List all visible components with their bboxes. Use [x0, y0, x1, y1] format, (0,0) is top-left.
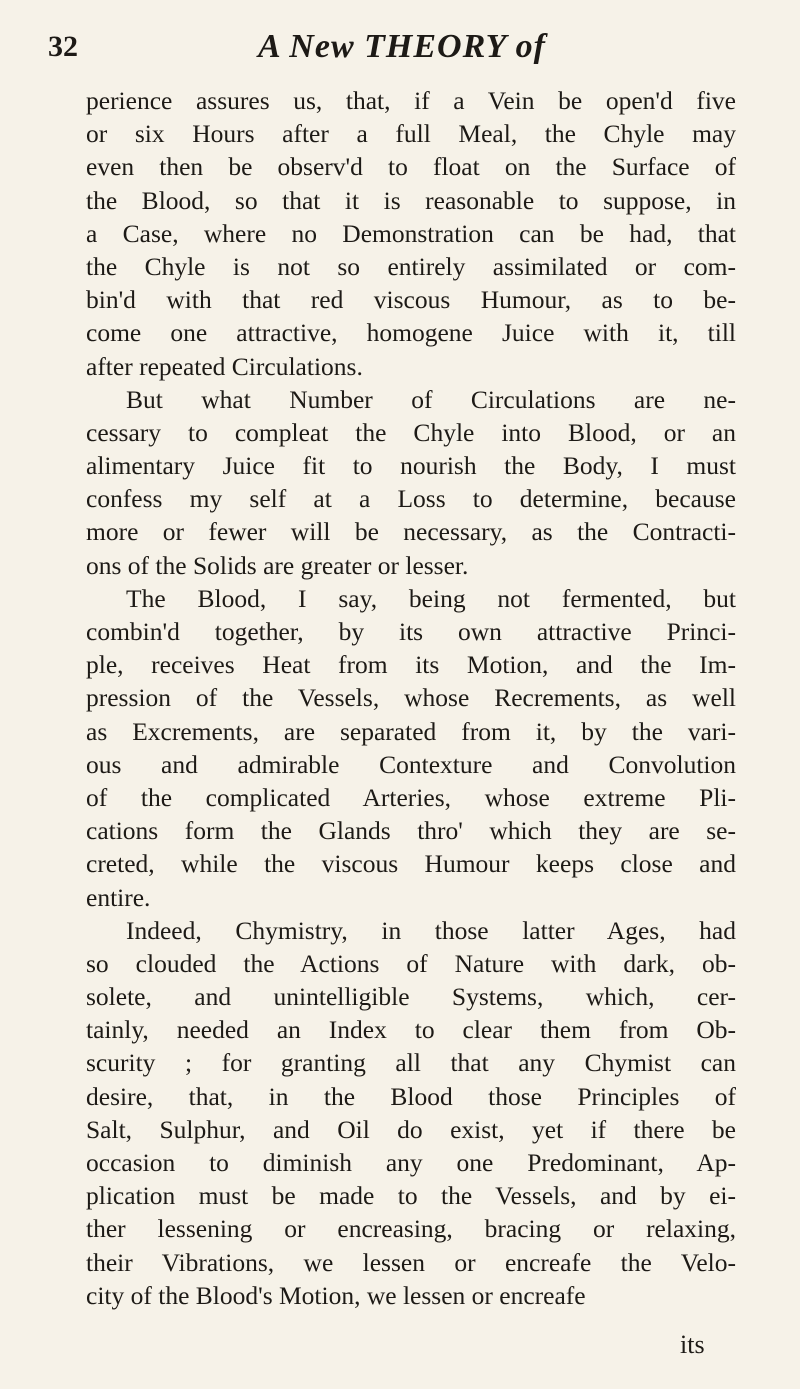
- text-line: after repeated Circulations.: [86, 351, 363, 381]
- text-line: tainly, needed an Index to clear them from Ob-: [86, 1015, 736, 1045]
- text-line: bin'd with that red viscous Humour, as to be-: [86, 285, 736, 315]
- text-line: even then be observ'd to float on the Surface of: [86, 152, 736, 182]
- text-line: city of the Blood's Motion, we lessen or encreafe: [86, 1280, 586, 1310]
- text-line: the Blood, so that it is reasonable to suppose, in: [86, 185, 736, 215]
- text-line: occasion to diminish any one Predominant, Ap-: [86, 1148, 736, 1177]
- text-line: entire.: [86, 882, 151, 912]
- text-line: scurity ; for granting all that any Chymist can: [86, 1048, 736, 1078]
- text-line: The Blood, I say, being not fermented, but: [126, 583, 736, 613]
- text-line: the Chyle is not so entirely assimilated or com-: [86, 251, 736, 281]
- text-line: desire, that, in the Blood those Principles of: [86, 1081, 736, 1111]
- text-line: perience assures us, that, if a Vein be open'd five: [86, 86, 736, 115]
- text-line: alimentary Juice fit to nourish the Body, I must: [86, 451, 736, 481]
- text-line: ther lessening or encreasing, bracing or relaxing,: [86, 1214, 736, 1244]
- text-line: come one attractive, homogene Juice with it, till: [86, 318, 736, 348]
- text-line: pression of the Vessels, whose Recrements, as well: [86, 683, 736, 713]
- text-line: as Excrements, are separated from it, by the vari-: [86, 716, 736, 746]
- page-number: 32: [48, 30, 78, 63]
- text-line: plication must be made to the Vessels, and by ei-: [86, 1181, 736, 1211]
- text-line: their Vibrations, we lessen or encreafe the Velo-: [86, 1247, 736, 1277]
- text-line: ons of the Solids are greater or lesser.: [86, 550, 469, 580]
- text-line: a Case, where no Demonstration can be had, that: [86, 218, 736, 248]
- text-line: cessary to compleat the Chyle into Blood, or an: [86, 417, 736, 447]
- text-line: Salt, Sulphur, and Oil do exist, yet if there be: [86, 1114, 736, 1144]
- body-text: [86, 84, 736, 1312]
- text-line: more or fewer will be necessary, as the Contracti-: [86, 517, 736, 547]
- page-header: [48, 28, 748, 68]
- text-line: Indeed, Chymistry, in those latter Ages, had: [126, 915, 736, 945]
- text-line: so clouded the Actions of Nature with dark, ob-: [86, 948, 736, 978]
- text-line: or six Hours after a full Meal, the Chyle may: [86, 119, 736, 149]
- text-line: ple, receives Heat from its Motion, and the Im-: [86, 650, 736, 680]
- text-line: confess my self at a Loss to determine, because: [86, 484, 736, 514]
- running-title: A New THEORY of: [258, 28, 546, 65]
- text-line: But what Number of Circulations are ne-: [126, 384, 736, 414]
- text-line: combin'd together, by its own attractive Princi-: [86, 617, 736, 646]
- catchword: its: [680, 1330, 705, 1359]
- text-line: creted, while the viscous Humour keeps close and: [86, 849, 736, 879]
- text-line: of the complicated Arteries, whose extreme Pli-: [86, 782, 736, 812]
- text-line: cations form the Glands thro' which they are se-: [86, 816, 736, 846]
- text-line: ous and admirable Contexture and Convolution: [86, 749, 736, 779]
- text-line: solete, and unintelligible Systems, which, cer-: [86, 982, 736, 1012]
